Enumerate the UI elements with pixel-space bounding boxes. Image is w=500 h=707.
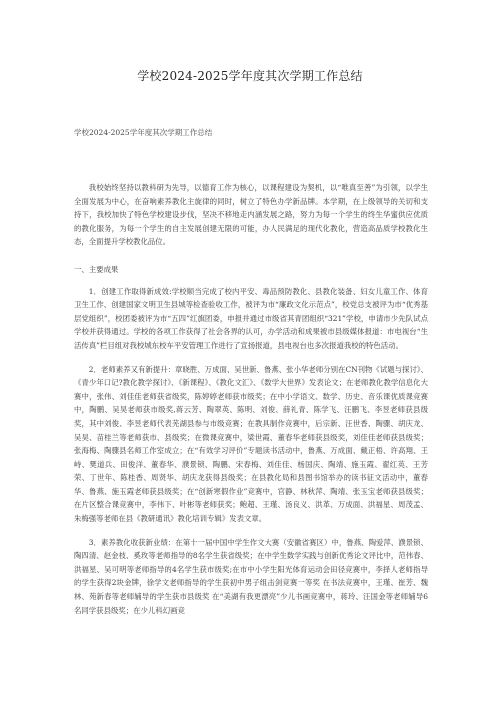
document-body: [74, 181, 428, 617]
achievement-item-3: 3．素养教化收获新业绩：在第十一届中国中学生作文大赛（安徽省赛区）中，鲁燕、陶爱萍、濮景锁、陶四清、赵金枝、奚玫等老师指导的8名学生获省级奖；在中学生数学实践与创新优秀论文评比中，范伟春、洪福星、吴可明等老师指导的4名学生获市级奖;在市中小学生阳光体育运动会田径竞赛中，李择人老师指导的学生获得2块金牌，徐学文老师指导的学生获初中男子组击剑竞赛一等奖 在书法竞赛中，王瑾、崔芳、魏林、苑新春等老师辅导的学生获市县级奖 在“美湖有我更漂亮”少儿书画竞赛中，蒋玲、汪国金等老师辅导6名同学获县级奖；在少儿科幻画竞: [74, 537, 428, 615]
achievement-item-1: 1．创建工作取得新成效:学校顺当完成了校内平安、毒品预防教化、县教化装备、妇女儿童工作、体育卫生工作、创建国家文明卫生县城等检查验收工作，被评为市“廉政文化示范点”，校党总支被评为市“优秀基层党组织”，校团委被评为市“五四”红旗团委，申报并通过市级省其青团组织“321”学校，申请市少先队试点学校并获得通过。学校的各项工作获得了社会各界的认可，办学活动和成果被市县级媒体报道：市电视台“生活传真”栏目组对我校城东校车平安管理工作进行了宣扬报道，县电视台也多次报道我校的特色活动。: [74, 286, 428, 350]
document-title: 学校2024-2025学年度其次学期工作总结: [137, 69, 363, 83]
section-heading: 一、主要成果: [74, 264, 119, 274]
achievement-item-2: 2．老师素养又有新提升：章晓胜、万成面、吴世新、鲁燕、张小华老师分别在CN刊物《试题与探讨》、《青少年口记?教化教学探讨》、《新课程》、《教化文汇》、《数学大世界》发表论文；在老师教化教学信息化大赛中，张伟、刘佳佳老师获省级奖，陈婷婷老师获市级奖；在中小学语文、数学、历史、音乐课优质课竞赛中，陶鹏、吴昊老师获市级奖,蒋云芳、陶翠英、陈明、刘俊、薛礼青、陈学飞、汪鹏飞、李昱老师获县级奖，其中刘俊、李昱老师代表芜湖县参与市级竞赛；在教具制作竞赛中，后宗新、汪世香、陶骤、胡庆龙、吴昊、苗桂兰等老师获市、县级奖；在微课竞赛中，梁世霞、董春华老师获县级奖，刘佳佳老师获县级奖；张海梅、陶骤县名师工作室成立；在“有效学习评价”专题读书活动中，鲁燕、万成面、戴正梧、许高翔、王峙、樊道兵、田俊洋、董春华、濮景锁、陶鹏、宋春梅、刘佳佳、杨国庆、陶靖、施玉霞、翟红英、王芳荣、丁世年、陈桂香、周贤华、胡庆龙获得县级奖；在县教化局和县图书馆举办的读书征文活动中，董春华、鲁燕、施玉霞老师获县级奖；在“创新寒假作业”竞赛中，官静、林秋萍、陶靖、张玉宝老师获县级奖；在片区整合课竞赛中，李伟下、叶彬等老师获奖；鲍超、王瑾、汤良义、洪革、万成面、洪福星、周茂孟、朱梅强等老师在县《教研通讯》教化培训专辑》发表文章。: [74, 364, 428, 524]
intro-paragraph: 我校始终坚持以教科研为先导，以德育工作为核心，以课程建设为契机，以“唯真至善”为引领，以学生全面发展为中心，在奋响素养教化主旋律的同时，树立了特色办学新品牌。本学期，在上级领导的关切和支持下，我校加快了特色学校建设步伐，坚决不移地走内涵发展之路，努力为每一个学生的终生华蜜供应优质的教化服务，为每一个学生的自主发展创建无限的可能，办人民满足的现代化教化，营造高品质学校教化生态，全面提升学校教化品位。: [74, 183, 428, 247]
document-subtitle: 学校2024-2025学年度其次学期工作总结: [74, 128, 213, 137]
